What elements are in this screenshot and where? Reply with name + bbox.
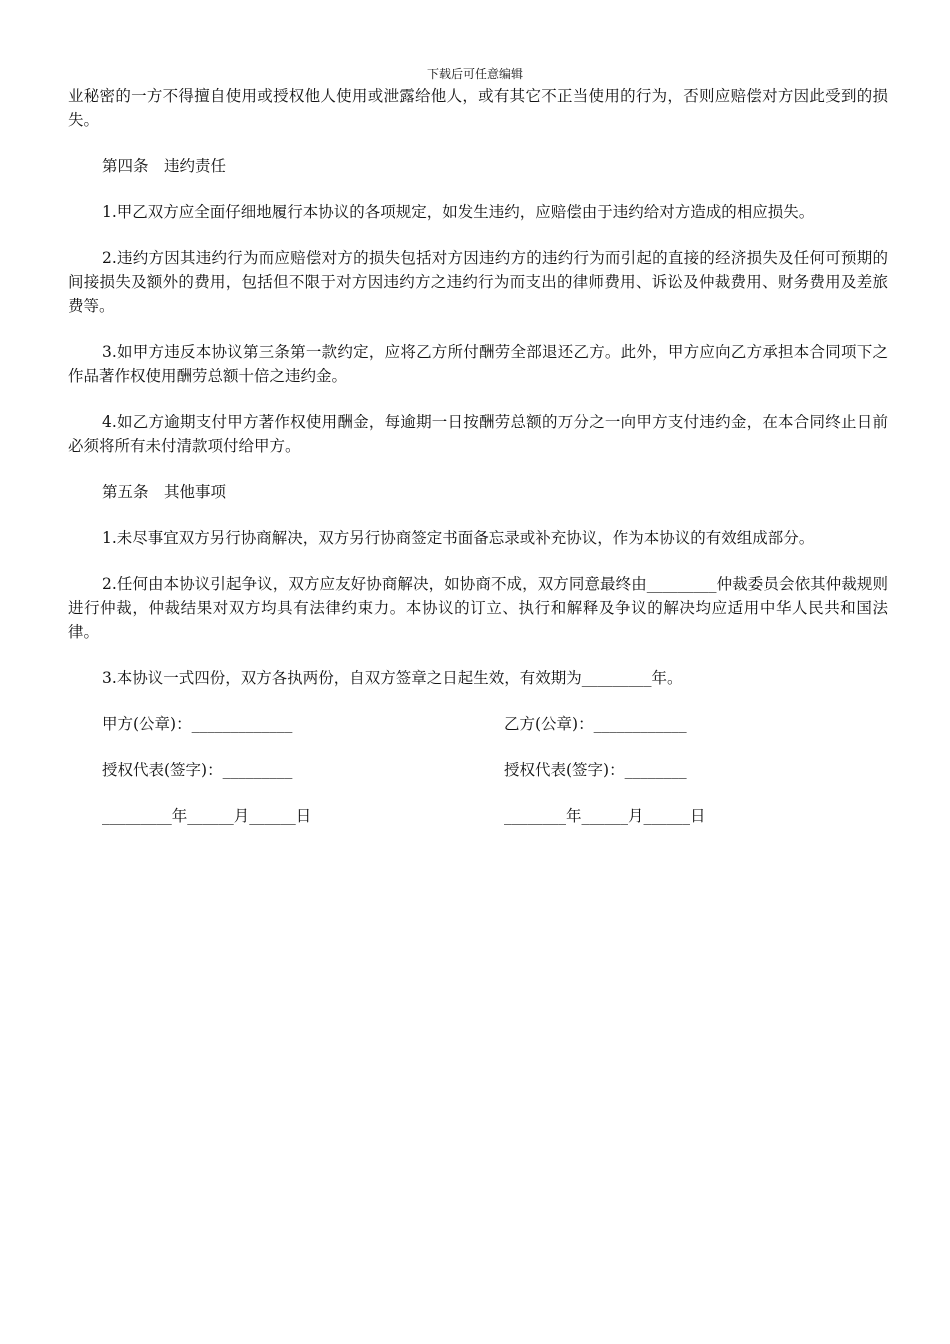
article-5-clause-2: 2.任何由本协议引起争议，双方应友好协商解决，如协商不成，双方同意最终由_________仲裁委员会依其仲裁规则进行仲裁，仲裁结果对双方均具有法律约束力。本协议的订立、执行和解释及争议的解决均应适用中华人民共和国法律。 bbox=[68, 575, 888, 641]
party-a-representative: 授权代表(签字)：_________ bbox=[102, 761, 293, 779]
party-a-seal: 甲方(公章)：_____________ bbox=[102, 715, 293, 733]
article-4-clause-3: 3.如甲方违反本协议第三条第一款约定，应将乙方所付酬劳全部退还乙方。此外，甲方应向乙方承担本合同项下之作品著作权使用酬劳总额十倍之违约金。 bbox=[68, 343, 888, 385]
header-note: 下载后可任意编辑 bbox=[426, 67, 523, 81]
party-b-seal: 乙方(公章)：____________ bbox=[504, 715, 687, 733]
article-4-clause-2: 2.违约方因其违约行为而应赔偿对方的损失包括对方因违约方的违约行为而引起的直接的经济损失及任何可预期的间接损失及额外的费用，包括但不限于对方因违约方之违约行为而支出的律师费用、诉讼及仲裁费用、财务费用及差旅费等。 bbox=[68, 249, 888, 315]
signature-date-row bbox=[68, 804, 888, 828]
paragraph-continuation: 业秘密的一方不得擅自使用或授权他人使用或泄露给他人，或有其它不正当使用的行为，否则应赔偿对方因此受到的损失。 bbox=[68, 87, 888, 129]
party-a-date: _________年______月______日 bbox=[102, 807, 312, 825]
article-5-clause-1: 1.未尽事宜双方另行协商解决，双方另行协商签定书面备忘录或补充协议，作为本协议的有效组成部分。 bbox=[102, 529, 815, 547]
document-body bbox=[68, 84, 888, 850]
article-4-clause-1: 1.甲乙双方应全面仔细地履行本协议的各项规定，如发生违约，应赔偿由于违约给对方造成的相应损失。 bbox=[102, 203, 815, 221]
article-4-title: 第四条 违约责任 bbox=[102, 157, 227, 175]
party-b-representative: 授权代表(签字)：________ bbox=[504, 761, 687, 779]
article-5-title: 第五条 其他事项 bbox=[102, 483, 227, 501]
article-4-clause-4: 4.如乙方逾期支付甲方著作权使用酬金，每逾期一日按酬劳总额的万分之一向甲方支付违约金，在本合同终止日前必须将所有未付清款项付给甲方。 bbox=[68, 413, 888, 455]
signature-seal-row bbox=[68, 712, 888, 736]
signature-rep-row bbox=[68, 758, 888, 782]
party-b-date: ________年______月______日 bbox=[504, 807, 706, 825]
article-5-clause-3: 3.本协议一式四份，双方各执两份，自双方签章之日起生效，有效期为_________年。 bbox=[102, 669, 683, 687]
